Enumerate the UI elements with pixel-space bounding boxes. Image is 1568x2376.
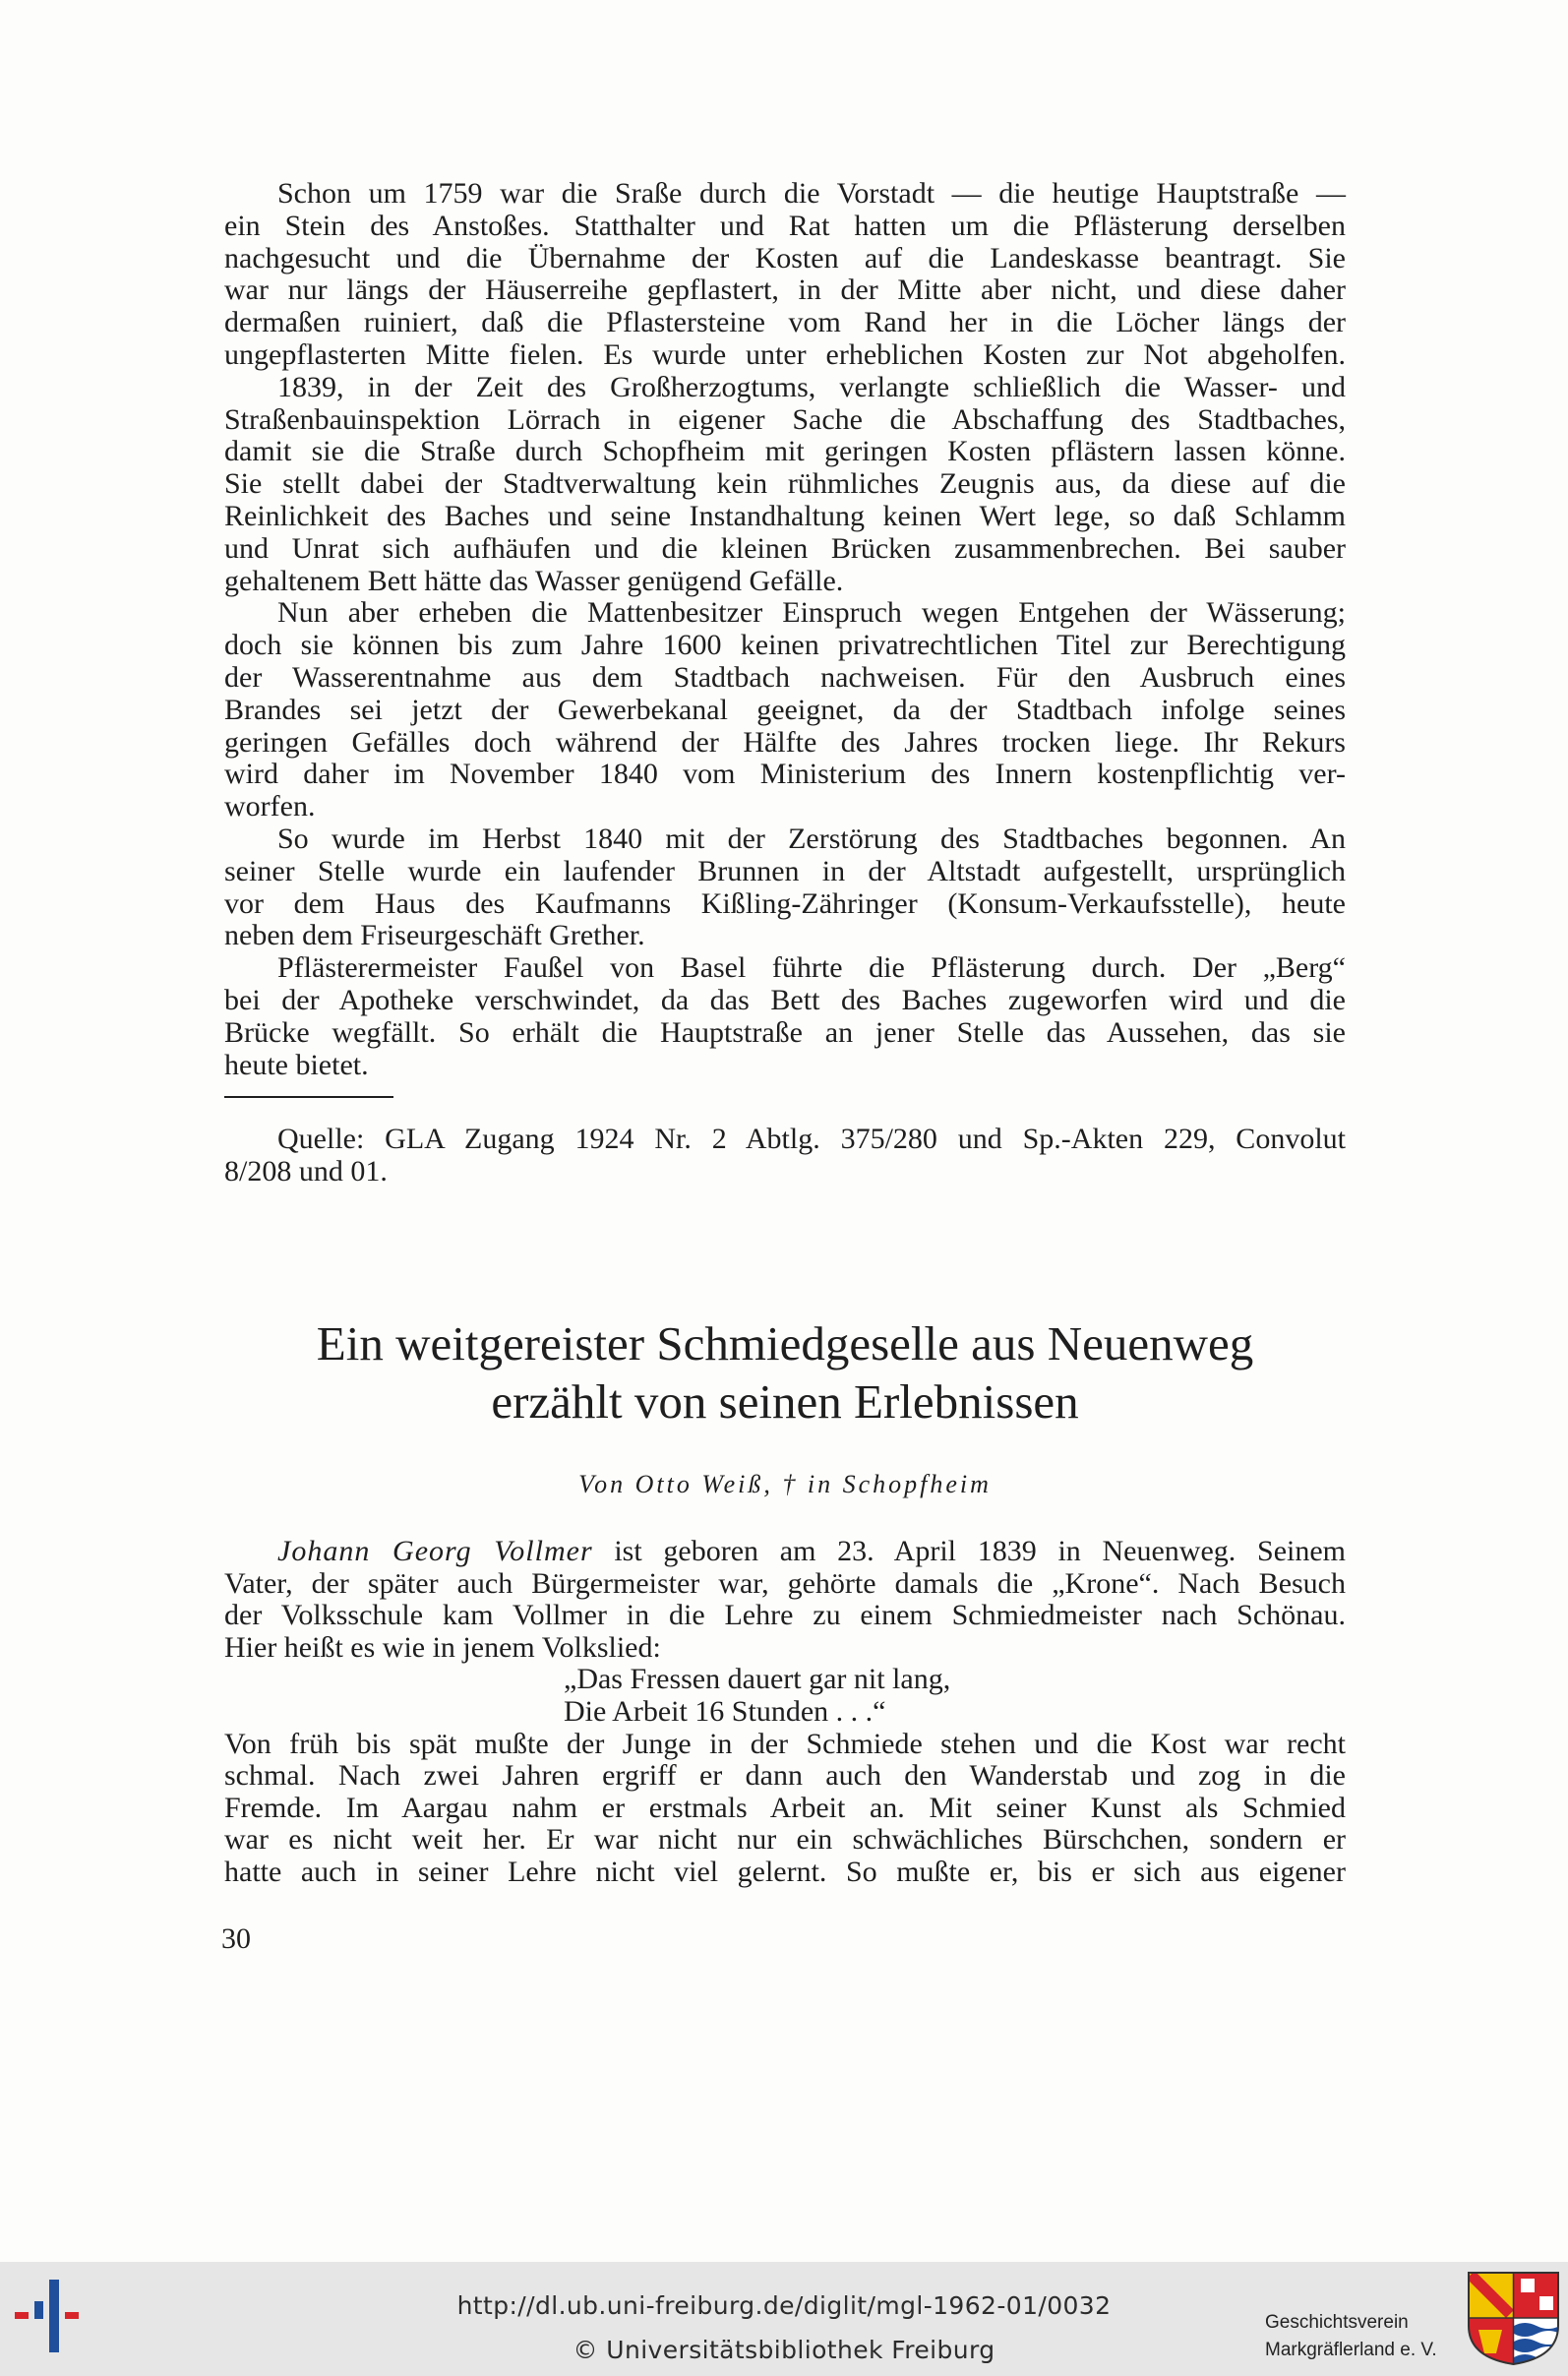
- text-line: Schon um 1759 war die Sraße durch die Vorstadt — die heutige Hauptstraße —: [277, 177, 1346, 210]
- text-line: geringen Gefälles doch während der Hälfte des Jahres trocken liege. Ihr Rekurs: [224, 725, 1346, 759]
- text-line: wird daher im November 1840 vom Ministerium des Innern kostenpflichtig ver-: [224, 758, 1346, 791]
- text-line: heute bietet.: [224, 1048, 369, 1081]
- paragraph: [224, 597, 1346, 823]
- text-line: war nur längs der Häuserreihe gepflastert, in der Mitte aber nicht, und diese daher: [224, 274, 1346, 307]
- text-line: Brandes sei jetzt der Gewerbekanal geeignet, da der Stadtbach infolge seines: [224, 693, 1346, 726]
- text-line: Pflästerermeister Faußel von Basel führte die Pflästerung durch. Der „Berg“: [277, 951, 1346, 985]
- text-line: nachgesucht und die Übernahme der Kosten auf die Landeskasse beantragt. Sie: [224, 241, 1346, 274]
- paragraph: [224, 823, 1346, 952]
- text-line: worfen.: [224, 790, 316, 823]
- article-title: [224, 1314, 1346, 1431]
- text-line: Brücke wegfällt. So erhält die Hauptstraße an jener Stelle das Aussehen, das sie: [224, 1015, 1346, 1049]
- text-line: ungepflasterten Mitte fielen. Es wurde unter erheblichen Kosten zur Not abgeholfen.: [224, 337, 1346, 371]
- footer-bar: [0, 2262, 1568, 2376]
- text-line: Fremde. Im Aargau nahm er erstmals Arbeit an. Mit seiner Kunst als Schmied: [224, 1791, 1346, 1824]
- article-byline: Von Otto Weiß, † in Schopfheim: [578, 1470, 992, 1498]
- text-span: ist geboren am 23. April 1839 in Neuenweg. Seinem: [592, 1535, 1346, 1567]
- page-number: 30: [221, 1922, 251, 1955]
- poem-line: Die Arbeit 16 Stunden . . .“: [564, 1694, 886, 1728]
- copyright-notice: © Universitätsbibliothek Freiburg: [573, 2336, 995, 2364]
- text-line: seiner Stelle wurde ein laufender Brunnen in der Altstadt aufgestellt, ursprünglich: [224, 854, 1346, 887]
- text-line: doch sie können bis zum Jahre 1600 keinen privatrechtlichen Titel zur Berechtigung: [224, 629, 1346, 662]
- paragraph: [224, 952, 1346, 1081]
- text-line: ein Stein des Anstoßes. Statthalter und Rat hatten um die Pflästerung derselben: [224, 209, 1346, 242]
- text-line: Von früh bis spät mußte der Junge in der Schmiede stehen und die Kost war recht: [224, 1727, 1346, 1760]
- article-title-line: erzählt von seinen Erlebnissen: [491, 1374, 1079, 1429]
- society-name-line: Geschichtsverein: [1265, 2312, 1409, 2333]
- text-line: bei der Apotheke verschwindet, da das Bett des Baches zugeworfen wird und die: [224, 983, 1346, 1016]
- document-url-link[interactable]: http://dl.ub.uni-freiburg.de/diglit/mgl-1962-01/0032: [456, 2291, 1112, 2320]
- text-line: der Wasserentnahme aus dem Stadtbach nachweisen. Für den Ausbruch eines: [224, 660, 1346, 694]
- previous-article-text: [224, 178, 1346, 1081]
- footnote-line: 8/208 und 01.: [224, 1154, 388, 1188]
- text-line: hatte auch in seiner Lehre nicht viel gelernt. So mußte er, bis er sich aus eigener: [224, 1855, 1346, 1888]
- text-line: So wurde im Herbst 1840 mit der Zerstörung des Stadtbaches begonnen. An: [277, 822, 1346, 855]
- text-line: gehaltenem Bett hätte das Wasser genügend Gefälle.: [224, 564, 844, 597]
- text-line: war es nicht weit her. Er war nicht nur ein schwächliches Bürschchen, sondern er: [224, 1823, 1346, 1857]
- text-line: Straßenbauinspektion Lörrach in eigener Sache die Abschaffung des Stadtbaches,: [224, 402, 1346, 436]
- person-name: Johann Georg Vollmer: [277, 1535, 593, 1567]
- text-line: schmal. Nach zwei Jahren ergriff er dann auch den Wanderstab und zog in die: [224, 1759, 1346, 1793]
- article-body: [224, 1536, 1346, 1889]
- paragraph: [224, 372, 1346, 598]
- text-line: damit sie die Straße durch Schopfheim mit geringen Kosten pflästern lassen könne.: [224, 435, 1346, 468]
- text-line: Vater, der später auch Bürgermeister war, gehörte damals die „Krone“. Nach Besuch: [224, 1566, 1346, 1600]
- footnote: [224, 1124, 1346, 1188]
- footnote-rule: [224, 1096, 393, 1098]
- text-line: Nun aber erheben die Mattenbesitzer Einspruch wegen Entgehen der Wässerung;: [277, 596, 1346, 630]
- poem-line: „Das Fressen dauert gar nit lang,: [564, 1663, 951, 1696]
- text-line: vor dem Haus des Kaufmanns Kißling-Zähringer (Konsum-Verkaufsstelle), heute: [224, 886, 1346, 920]
- text-line: neben dem Friseurgeschäft Grether.: [224, 919, 645, 952]
- coat-of-arms-icon: [1467, 2271, 1560, 2366]
- article-title-line: Ein weitgereister Schmiedgeselle aus Neuenweg: [316, 1316, 1254, 1371]
- paragraph: [224, 178, 1346, 372]
- text-line: [224, 1536, 1346, 1568]
- text-line: Reinlichkeit des Baches und seine Instandhaltung keinen Wert lege, so daß Schlamm: [224, 499, 1346, 532]
- text-line: der Volksschule kam Vollmer in die Lehre zu einem Schmiedmeister nach Schönau.: [224, 1599, 1346, 1632]
- text-line: Sie stellt dabei der Stadtverwaltung kein rühmliches Zeugnis aus, da diese auf die: [224, 467, 1346, 501]
- text-line: Hier heißt es wie in jenem Volkslied:: [224, 1630, 661, 1664]
- society-name-line: Markgräflerland e. V.: [1265, 2340, 1437, 2360]
- text-line: 1839, in der Zeit des Großherzogtums, verlangte schließlich die Wasser- und: [277, 370, 1346, 403]
- text-line: dermaßen ruiniert, daß die Pflastersteine vom Rand her in die Löcher längs der: [224, 306, 1346, 339]
- footnote-line: Quelle: GLA Zugang 1924 Nr. 2 Abtlg. 375/280 und Sp.-Akten 229, Convolut: [277, 1123, 1346, 1155]
- text-line: und Unrat sich aufhäufen und die kleinen Brücken zusammenbrechen. Bei sauber: [224, 531, 1346, 565]
